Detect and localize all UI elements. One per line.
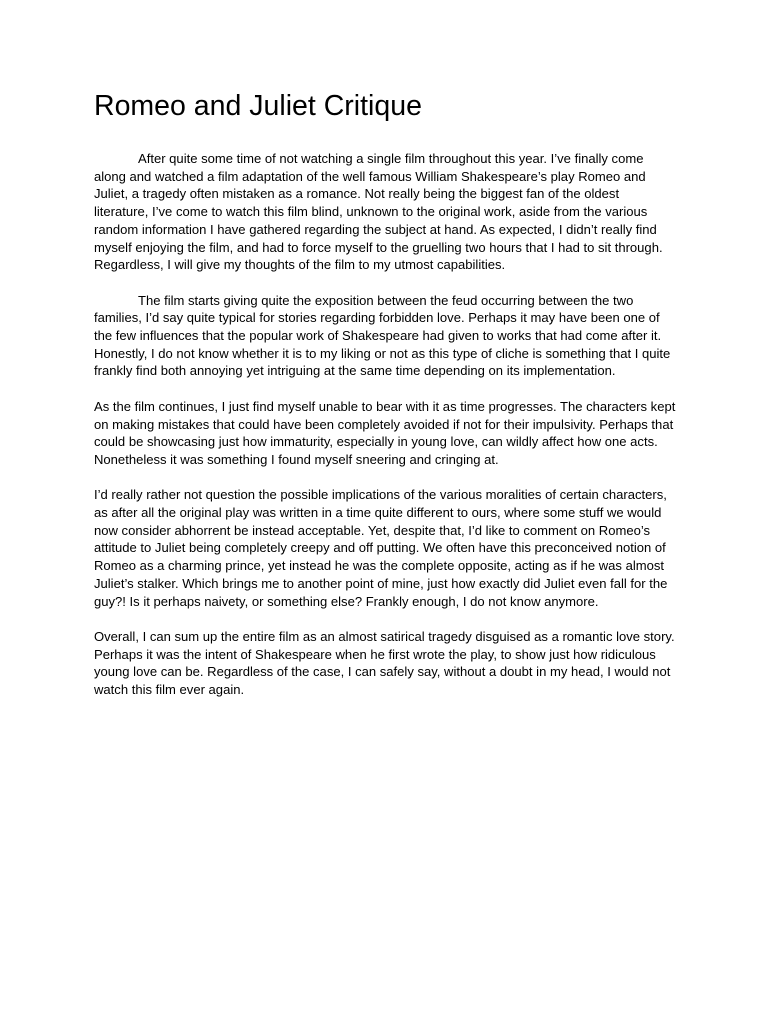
paragraph-conclusion: Overall, I can sum up the entire film as an almost satirical tragedy disguised as a romantic love story. Perhaps it was the intent of Shakespeare when he first wrote the play, to show just how ridiculous young love can be. Regardless of the case, I can safely say, without a doubt in my head, I would not watch this film ever again. [94, 628, 675, 698]
document-title: Romeo and Juliet Critique [94, 90, 422, 122]
paragraph-characters: As the film continues, I just find myself unable to bear with it as time progresses. The characters kept on making mistakes that could have been completely avoided if not for their impulsivity. Perhaps that could be showcasing just how immaturity, especially in young love, can wildly affect how one acts. Nonetheless it was something I found myself sneering and cringing at. [94, 398, 676, 467]
document-body [94, 150, 676, 716]
paragraph-intro: After quite some time of not watching a single film throughout this year. I’ve finally come along and watched a film adaptation of the well famous William Shakespeare’s play Romeo and Juliet, a tragedy often mistaken as a romance. Not really being the biggest fan of the oldest literature, I’ve come to watch this film blind, unknown to the original work, aside from the various random information I have gathered regarding the subject at hand. As expected, I didn’t really find myself enjoying the film, and had to force myself to the gruelling two hours that I had to sit through. Regardless, I will give my thoughts of the film to my utmost capabilities. [94, 151, 663, 273]
paragraph-exposition: The film starts giving quite the exposition between the feud occurring between the two families, I’d say quite typical for stories regarding forbidden love. Perhaps it may have been one of the few influences that the popular work of Shakespeare had given to works that had come after it. Honestly, I do not know whether it is to my liking or not as this type of cliche is something that I quite frankly find both annoying yet intriguing at the same time depending on its implementation. [94, 292, 671, 379]
paragraph-moralities: I’d really rather not question the possible implications of the various moralities of certain characters, as after all the original play was written in a time quite different to ours, where some stuff we would now consider abhorrent be instead acceptable. Yet, despite that, I’d like to comment on Romeo’s attitude to Juliet being completely creepy and off putting. We often have this preconceived notion of Romeo as a charming prince, yet instead he was the complete opposite, acting as if he was almost Juliet’s stalker. Which brings me to another point of mine, just how exactly did Juliet even fall for the guy?! Is it perhaps naivety, or something else? Frankly enough, I do not know anymore. [94, 487, 668, 609]
